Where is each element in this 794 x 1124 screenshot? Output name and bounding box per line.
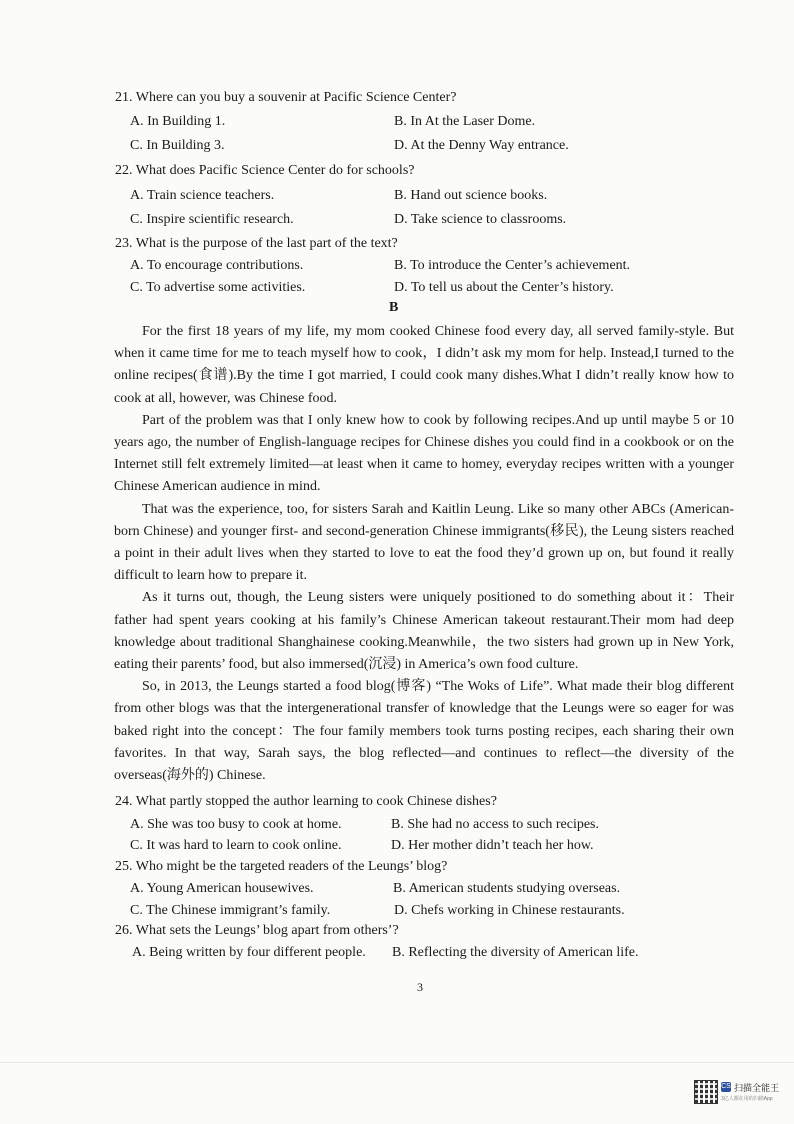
- question-25-option-d: D. Chefs working in Chinese restaurants.: [394, 903, 625, 918]
- question-24-option-b: B. She had no access to such recipes.: [391, 817, 599, 832]
- passage-paragraph: So, in 2013, the Leungs started a food blog(博客) “The Woks of Life”. What made their blog different from other blogs was that the intergenerational transfer of knowledge that the Leungs were so eager for was baked right into the concept：The four family members took turns posting recipes, each sharing their own favorites. In that way, Sarah says, the blog reflected—and continues to reflect—the diversity of the overseas(海外的) Chinese.: [114, 679, 734, 784]
- camscanner-logo-icon: CS: [721, 1083, 731, 1090]
- scanner-tagline: 3亿人都在用的扫描App: [721, 1096, 773, 1102]
- question-23-stem: 23. What is the purpose of the last part of the text?: [115, 236, 398, 251]
- question-22-stem: 22. What does Pacific Science Center do for schools?: [115, 163, 415, 178]
- question-24-option-d: D. Her mother didn’t teach her how.: [391, 838, 594, 853]
- scanner-watermark: [694, 1080, 790, 1110]
- question-23-option-b: B. To introduce the Center’s achievement.: [394, 258, 631, 273]
- footer-divider: [0, 1062, 794, 1063]
- passage-paragraph: As it turns out, though, the Leung sisters were uniquely positioned to do something about it：Their father had spent years cooking at his family’s Chinese American takeout restaurant.Their mom had deep knowledge about traditional Shanghainese cooking.Meanwhile，the two sisters had grown up in New York, eating their parents’ food, but also immersed(沉浸) in America’s own food culture.: [114, 590, 734, 673]
- reading-passage: [114, 321, 734, 787]
- section-heading: B: [389, 300, 399, 315]
- question-25-option-c: C. The Chinese immigrant’s family.: [130, 903, 331, 918]
- question-25-option-b: B. American students studying overseas.: [393, 881, 621, 896]
- scanner-brand: 扫描全能王: [734, 1084, 780, 1094]
- question-24-option-c: C. It was hard to learn to cook online.: [130, 838, 342, 853]
- question-23-option-a: A. To encourage contributions.: [130, 258, 304, 273]
- question-22-option-d: D. Take science to classrooms.: [394, 212, 567, 227]
- question-21-option-b: B. In At the Laser Dome.: [394, 114, 536, 129]
- passage-paragraph: That was the experience, too, for sisters Sarah and Kaitlin Leung. Like so many other ABCs (American-born Chinese) and younger first- and second-generation Chinese immigrants(移民), the Leung sisters reached a point in their adult lives when they started to love to eat the food they’d grown up on, but found it really difficult to learn how to prepare it.: [114, 501, 734, 584]
- question-21-option-c: C. In Building 3.: [130, 138, 225, 153]
- question-26-option-a: A. Being written by four different people.: [132, 945, 366, 960]
- question-25-stem: 25. Who might be the targeted readers of the Leungs’ blog?: [115, 859, 448, 874]
- question-21-option-d: D. At the Denny Way entrance.: [394, 138, 569, 153]
- question-25-option-a: A. Young American housewives.: [130, 881, 314, 896]
- question-22-option-a: A. Train science teachers.: [130, 188, 275, 203]
- question-22-option-c: C. Inspire scientific research.: [130, 212, 294, 227]
- question-23-option-c: C. To advertise some activities.: [130, 280, 306, 295]
- question-26-option-b: B. Reflecting the diversity of American life.: [392, 945, 639, 960]
- page-number: 3: [417, 980, 423, 994]
- question-21-option-a: A. In Building 1.: [130, 114, 226, 129]
- question-26-stem: 26. What sets the Leungs’ blog apart from others’?: [115, 923, 399, 938]
- question-24-option-a: A. She was too busy to cook at home.: [130, 817, 342, 832]
- passage-paragraph: Part of the problem was that I only knew how to cook by following recipes.And up until maybe 5 or 10 years ago, the number of English-language recipes for Chinese dishes you could find in a cookbook or on the Internet still felt extremely limited—at least when it came to homey, everyday recipes written with a younger Chinese American audience in mind.: [114, 412, 734, 495]
- qr-code-icon: [694, 1080, 718, 1104]
- question-21-stem: 21. Where can you buy a souvenir at Pacific Science Center?: [115, 90, 457, 105]
- question-24-stem: 24. What partly stopped the author learning to cook Chinese dishes?: [115, 794, 497, 809]
- question-22-option-b: B. Hand out science books.: [394, 188, 548, 203]
- passage-paragraph: For the first 18 years of my life, my mom cooked Chinese food every day, all served family-style. But when it came time for me to teach myself how to cook，I didn’t ask my mom for help. Instead,I turned to the online recipes(食谱).By the time I got married, I could cook many dishes.What I didn’t really know how to cook at all, however, was Chinese food.: [114, 324, 734, 406]
- question-23-option-d: D. To tell us about the Center’s history.: [394, 280, 614, 295]
